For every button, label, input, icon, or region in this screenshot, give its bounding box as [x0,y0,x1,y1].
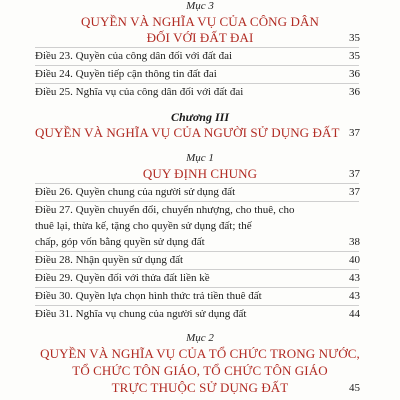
toc-entry-dieu-27-line3: chấp, góp vốn bằng quyền sử dụng đất [35,236,205,248]
toc-entry-dieu-25: Điều 25. Nghĩa vụ của công dân đối với đất đai [35,86,244,98]
toc-entry-dieu-24: Điều 24. Quyền tiếp cận thông tin đất đai [35,68,217,80]
page-number: 37 [349,168,360,180]
chapter-label-chuong-3: Chương III [171,110,229,124]
page-number: 37 [349,127,360,139]
toc-entry-dieu-29: Điều 29. Quyền đối với thửa đất liền kề [35,272,210,284]
page-number: 43 [349,290,360,302]
chapter-heading-chuong-3: QUYỀN VÀ NGHĨA VỤ CỦA NGƯỜI SỬ DỤNG ĐẤT [35,125,340,140]
section-label-muc-2: Mục 2 [186,332,214,344]
toc-entry-dieu-31: Điều 31. Nghĩa vụ chung của người sử dụng đất [35,308,247,320]
section-heading-muc-2-line1: QUYỀN VÀ NGHĨA VỤ CỦA TỔ CHỨC TRONG NƯỚC, [40,346,360,361]
divider [35,65,359,66]
section-heading-muc-3-line2: ĐỐI VỚI ĐẤT ĐAI [146,30,254,45]
section-label-muc-1: Mục 1 [186,152,214,164]
page-number: 37 [349,186,360,198]
page-number: 45 [349,382,360,394]
divider [35,251,359,252]
divider [35,269,359,270]
toc-entry-dieu-28: Điều 28. Nhận quyền sử dụng đất [35,254,184,266]
divider [35,83,359,84]
page-number: 40 [349,254,360,266]
page-number: 35 [349,32,360,44]
divider [35,201,359,202]
section-heading-muc-1: QUY ĐỊNH CHUNG [142,166,258,181]
divider [35,183,359,184]
page-number: 36 [349,86,360,98]
page-number: 36 [349,68,360,80]
toc-entry-dieu-30: Điều 30. Quyền lựa chọn hình thức trả tiền thuê đất [35,290,262,302]
page-number: 44 [349,308,360,320]
page-number: 38 [349,236,360,248]
divider [35,305,359,306]
toc-entry-dieu-27-line1: Điều 27. Quyền chuyển đổi, chuyển nhượng, cho thuê, cho [35,204,295,216]
toc-entry-dieu-26: Điều 26. Quyền chung của người sử dụng đất [35,186,236,198]
section-heading-muc-3-line1: QUYỀN VÀ NGHĨA VỤ CỦA CÔNG DÂN [81,14,319,29]
section-heading-muc-2-line2: TỔ CHỨC TÔN GIÁO, TỔ CHỨC TÔN GIÁO [72,363,328,378]
section-heading-muc-2-line3: TRỰC THUỘC SỬ DỤNG ĐẤT [111,380,289,395]
toc-entry-dieu-23: Điều 23. Quyền của công dân đối với đất đai [35,50,233,62]
divider [35,47,359,48]
toc-entry-dieu-27-line2: thuê lại, thừa kế, tặng cho quyền sử dụng đất; thế [35,220,252,232]
page-number: 43 [349,272,360,284]
section-label-muc-3: Mục 3 [186,0,214,12]
page-number: 35 [349,50,360,62]
divider [35,287,359,288]
